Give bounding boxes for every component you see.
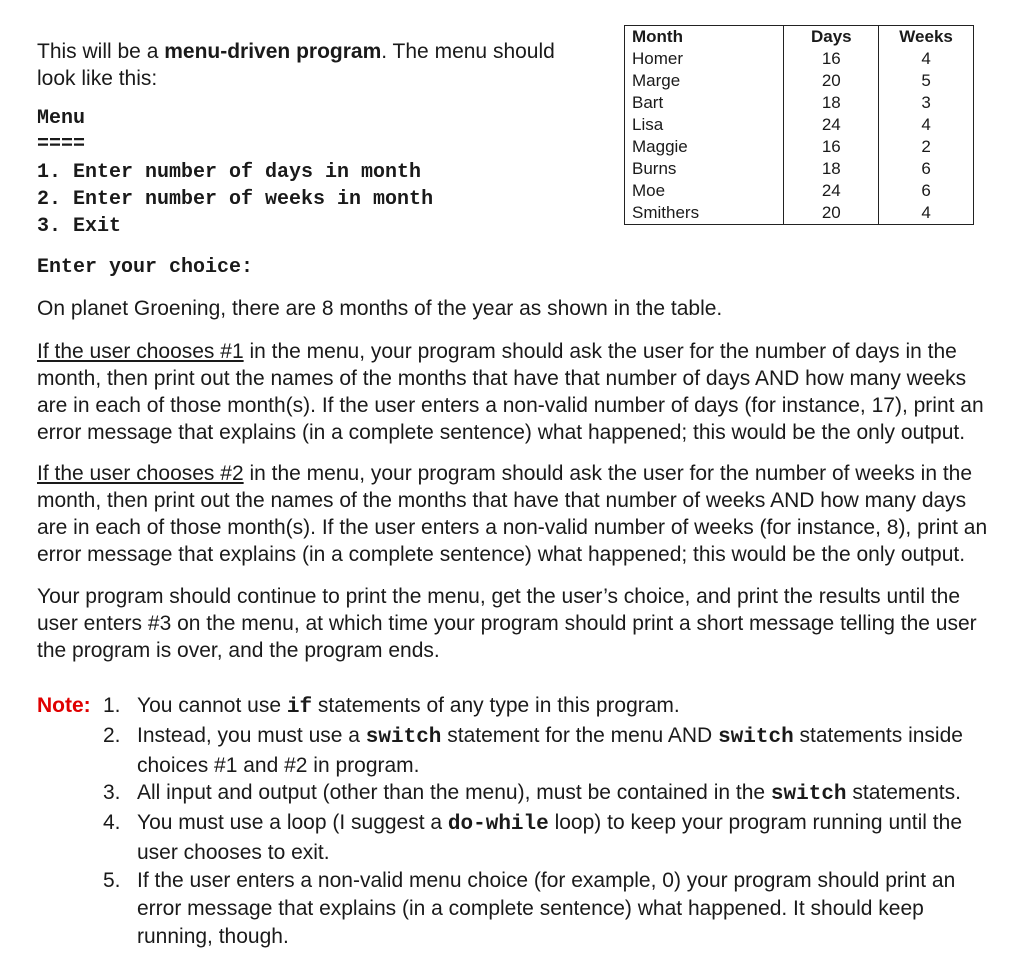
choice-1-text: in the menu, your program should ask the user for the number of days in the month, then print out the names of the months that have that number of days AND how many weeks are in each of those month(s). If the user enters a non-valid number of days (for instance, 17), print an error message that explains (in a complete sentence) what happened; this would be the only output.: [37, 340, 984, 444]
cell-days: 24: [784, 180, 879, 202]
note-item: [103, 809, 993, 867]
cell-days: 20: [784, 202, 879, 225]
note-item: [103, 692, 993, 722]
cell-month: Lisa: [625, 114, 784, 136]
note-text: If the user enters a non-valid menu choice (for example, 0) your program should print an error message that explains (in a complete sentence) what happened. It should keep running, though.: [137, 869, 956, 948]
cell-month: Marge: [625, 70, 784, 92]
paragraph-loop: Your program should continue to print the menu, get the user’s choice, and print the results until the user enters #3 on the menu, at which time your program should print a short message telling the user the program is over, and the program ends.: [37, 585, 977, 662]
cell-days: 20: [784, 70, 879, 92]
note-item: [103, 722, 993, 780]
menu-option-1: 1. Enter number of days in month: [37, 161, 422, 184]
cell-days: 16: [784, 48, 879, 70]
cell-days: 18: [784, 92, 879, 114]
cell-weeks: 4: [879, 48, 974, 70]
intro-prefix: This will be a: [37, 40, 165, 63]
note-item: [103, 867, 993, 951]
note-text: statements of any type in this program.: [312, 694, 680, 717]
note-text: statements inside choices #1 and #2 in program.: [137, 724, 963, 777]
menu-option-3: 3. Exit: [37, 215, 122, 238]
cell-weeks: 3: [879, 92, 974, 114]
table-row: [625, 114, 974, 136]
cell-days: 24: [784, 114, 879, 136]
note-label: Note:: [37, 694, 91, 717]
note-text: loop) to keep your program running until the user chooses to exit.: [137, 811, 962, 864]
table-row: [625, 202, 974, 225]
table-row: [625, 92, 974, 114]
header-days: Days: [784, 26, 879, 49]
note-number: 4.: [103, 811, 121, 834]
header-month: Month: [625, 26, 784, 49]
table-row: [625, 136, 974, 158]
menu-prompt: Enter your choice:: [37, 256, 254, 279]
cell-month: Maggie: [625, 136, 784, 158]
header-weeks: Weeks: [879, 26, 974, 49]
note-text: statement for the menu AND: [441, 724, 719, 747]
note-code: switch: [718, 726, 794, 749]
note-number: 5.: [103, 869, 121, 892]
paragraph-choice-2: [37, 460, 997, 568]
choice-2-lead: If the user chooses #2: [37, 462, 244, 485]
cell-days: 16: [784, 136, 879, 158]
menu-separator: ====: [37, 133, 86, 156]
note-code: switch: [365, 726, 442, 749]
paragraph-planet: On planet Groening, there are 8 months of the year as shown in the table.: [37, 297, 723, 320]
note-text: All input and output (other than the menu), must be contained in the: [137, 781, 771, 804]
cell-month: Burns: [625, 158, 784, 180]
cell-month: Homer: [625, 48, 784, 70]
note-code: do-while: [447, 813, 549, 836]
table-row: [625, 48, 974, 70]
note-text: You must use a loop (I suggest a: [137, 811, 448, 834]
note-code: if: [286, 696, 313, 719]
cell-weeks: 6: [879, 158, 974, 180]
menu-option-2: 2. Enter number of weeks in month: [37, 188, 434, 211]
cell-days: 18: [784, 158, 879, 180]
cell-weeks: 2: [879, 136, 974, 158]
table-header-row: [625, 26, 974, 49]
menu-title: Menu: [37, 107, 86, 130]
table-row: [625, 180, 974, 202]
note-text: statements.: [846, 781, 961, 804]
cell-weeks: 4: [879, 114, 974, 136]
choice-2-text: in the menu, your program should ask the user for the number of weeks in the month, then print out the names of the months that have that number of weeks AND how many days are in each of those month(s). If the user enters a non-valid number of weeks (for instance, 8), print an error message that explains (in a complete sentence) what happened; this would be the only output.: [37, 462, 988, 566]
paragraph-choice-1: [37, 338, 997, 446]
cell-weeks: 6: [879, 180, 974, 202]
cell-month: Moe: [625, 180, 784, 202]
note-number: 2.: [103, 724, 121, 747]
intro-bold: menu-driven program: [164, 40, 382, 63]
choice-1-lead: If the user chooses #1: [37, 340, 244, 363]
note-text: You cannot use: [137, 694, 287, 717]
cell-month: Bart: [625, 92, 784, 114]
note-code: switch: [770, 783, 847, 806]
cell-weeks: 4: [879, 202, 974, 225]
table-row: [625, 158, 974, 180]
note-number: 1.: [103, 694, 121, 717]
note-item: [103, 779, 993, 809]
cell-month: Smithers: [625, 202, 784, 225]
intro-text: [37, 38, 597, 92]
note-text: Instead, you must use a: [137, 724, 366, 747]
intro-suffix: . The menu should look like this:: [37, 40, 555, 90]
table-row: [625, 70, 974, 92]
months-table: [624, 25, 974, 225]
note-number: 3.: [103, 781, 121, 804]
cell-weeks: 5: [879, 70, 974, 92]
